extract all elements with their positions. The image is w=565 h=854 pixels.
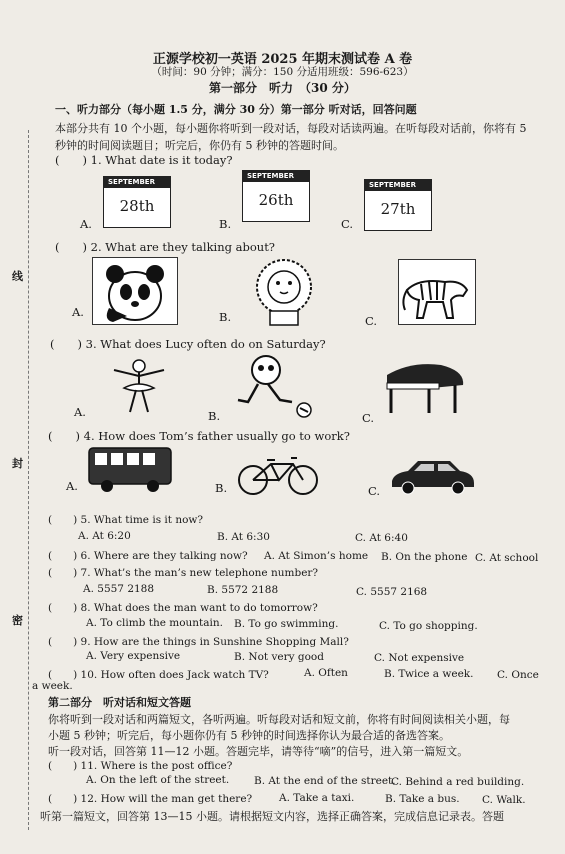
q6-option-c: C. At school (475, 552, 539, 564)
q11-option-b: B. At the end of the street. (254, 775, 396, 787)
binding-char-secret: 密 (12, 614, 23, 627)
calendar-month: SEPTEMBER (104, 177, 170, 188)
q12-option-c: C. Walk. (482, 794, 526, 806)
question-1: ( ) 1. What date is it today? (55, 153, 233, 167)
question-5: ( ) 5. What time is it now? (48, 514, 204, 526)
q9-option-c: C. Not expensive (374, 652, 465, 664)
q8-option-c: C. To go shopping. (379, 620, 478, 632)
exam-title: 正源学校初一英语 2025 年期末测试卷 A 卷 (152, 52, 413, 67)
football-player-icon (228, 350, 318, 422)
tiger-icon (398, 259, 476, 325)
q2-label-b: B. (219, 310, 232, 324)
q3-label-b: B. (208, 409, 221, 423)
binding-line (28, 130, 29, 830)
part-two-heading: 第二部分 听对话和短文答题 (48, 696, 191, 709)
q12-option-b: B. Take a bus. (385, 793, 460, 805)
question-9: ( ) 9. How are the things in Sunshine Shopping Mall? (48, 636, 349, 648)
ballet-dancer-icon (94, 356, 184, 418)
passage-one-instructions: 听第一篇短文，回答第 13—15 小题。请根据短文内容，选择正确答案，完成信息记录表。答题 (40, 810, 504, 823)
calendar-date-b: 26th (258, 191, 294, 209)
calendar-month: SEPTEMBER (243, 171, 309, 182)
q4-label-b: B. (215, 481, 228, 495)
question-8: ( ) 8. What does the man want to do tomorrow? (48, 602, 318, 614)
calendar-date-a: 28th (119, 197, 155, 215)
panda-icon (92, 257, 178, 325)
bicycle-icon (235, 452, 321, 496)
question-7: ( ) 7. What’s the man’s new telephone number? (48, 567, 319, 579)
binding-char-line: 线 (12, 270, 23, 283)
part-two-line-2: 小题 5 秒钟；听完后，每小题你仍有 5 秒钟的时间选择你认为最合适的备选答案。 (48, 729, 450, 742)
part-one-heading: 第一部分 听力 （30 分） (209, 81, 356, 95)
car-icon (388, 455, 478, 497)
intro-line-2: 本部分共有 10 个小题，每小题你将听到一段对话，每段对话读两遍。在听每段对话前，你将有 5 (55, 122, 527, 135)
question-3: ( ) 3. What does Lucy often do on Saturday? (50, 337, 326, 351)
q7-option-b: B. 5572 2188 (207, 584, 279, 596)
q8-option-b: B. To go swimming. (234, 618, 339, 630)
q6-option-a: A. At Simon’s home (264, 550, 369, 562)
binding-char-seal: 封 (12, 457, 23, 470)
lion-icon (244, 255, 324, 327)
q5-option-c: C. At 6:40 (355, 532, 408, 544)
calendar-icon-b (242, 170, 310, 222)
piano-icon (381, 357, 469, 419)
q3-label-a: A. (74, 405, 86, 419)
calendar-month: SEPTEMBER (365, 180, 431, 191)
q9-option-a: A. Very expensive (86, 650, 181, 662)
q1-label-b: B. (219, 217, 232, 231)
exam-subtitle: （时间：90 分钟；满分：150 分适用班级：596-623） (151, 66, 414, 78)
q1-label-c: C. (341, 217, 354, 231)
question-4: ( ) 4. How does Tom’s father usually go to work? (48, 429, 350, 443)
question-11: ( ) 11. Where is the post office? (48, 760, 233, 772)
q4-label-a: A. (66, 479, 78, 493)
question-6: ( ) 6. Where are they talking now? (48, 550, 248, 562)
q10-option-c-cont: a week. (32, 680, 73, 692)
q11-option-c: C. Behind a red building. (391, 776, 525, 788)
q5-option-a: A. At 6:20 (78, 530, 131, 542)
q9-option-b: B. Not very good (234, 651, 324, 663)
q4-label-c: C. (368, 484, 381, 498)
q7-option-a: A. 5557 2188 (83, 583, 155, 595)
q6-option-b: B. On the phone (381, 551, 468, 563)
question-12: ( ) 12. How will the man get there? (48, 793, 253, 805)
q11-option-a: A. On the left of the street. (86, 774, 230, 786)
calendar-date-c: 27th (380, 200, 416, 218)
q7-option-c: C. 5557 2168 (356, 586, 428, 598)
q8-option-a: A. To climb the mountain. (86, 617, 223, 629)
intro-line-3: 秒钟的时间阅读题目；听完后，你仍有 5 秒钟的答题时间。 (55, 139, 344, 152)
q2-label-c: C. (365, 314, 378, 328)
q10-option-c: C. Once (497, 669, 539, 681)
q5-option-b: B. At 6:30 (217, 531, 270, 543)
question-2: ( ) 2. What are they talking about? (55, 240, 275, 254)
q2-label-a: A. (72, 305, 84, 319)
part-two-line-3: 听一段对话，回答第 11—12 小题。答题完毕，请等待“嘀”的信号，进入第一篇短文。 (48, 745, 469, 758)
q12-option-a: A. Take a taxi. (279, 792, 355, 804)
q10-option-a: A. Often (304, 667, 348, 679)
bus-icon (87, 444, 173, 494)
q10-option-b: B. Twice a week. (384, 668, 474, 680)
calendar-icon-a (103, 176, 171, 228)
part-two-line-1: 你将听到一段对话和两篇短文，各听两遍。听每段对话和短文前，你将有时间阅读相关小题，每 (48, 713, 510, 726)
calendar-icon-c (364, 179, 432, 231)
intro-line-1: 一、听力部分（每小题 1.5 分，满分 30 分）第一部分 听对话，回答问题 (55, 103, 417, 116)
question-10: ( ) 10. How often does Jack watch TV? (48, 669, 269, 681)
q3-label-c: C. (362, 411, 375, 425)
q1-label-a: A. (80, 217, 92, 231)
